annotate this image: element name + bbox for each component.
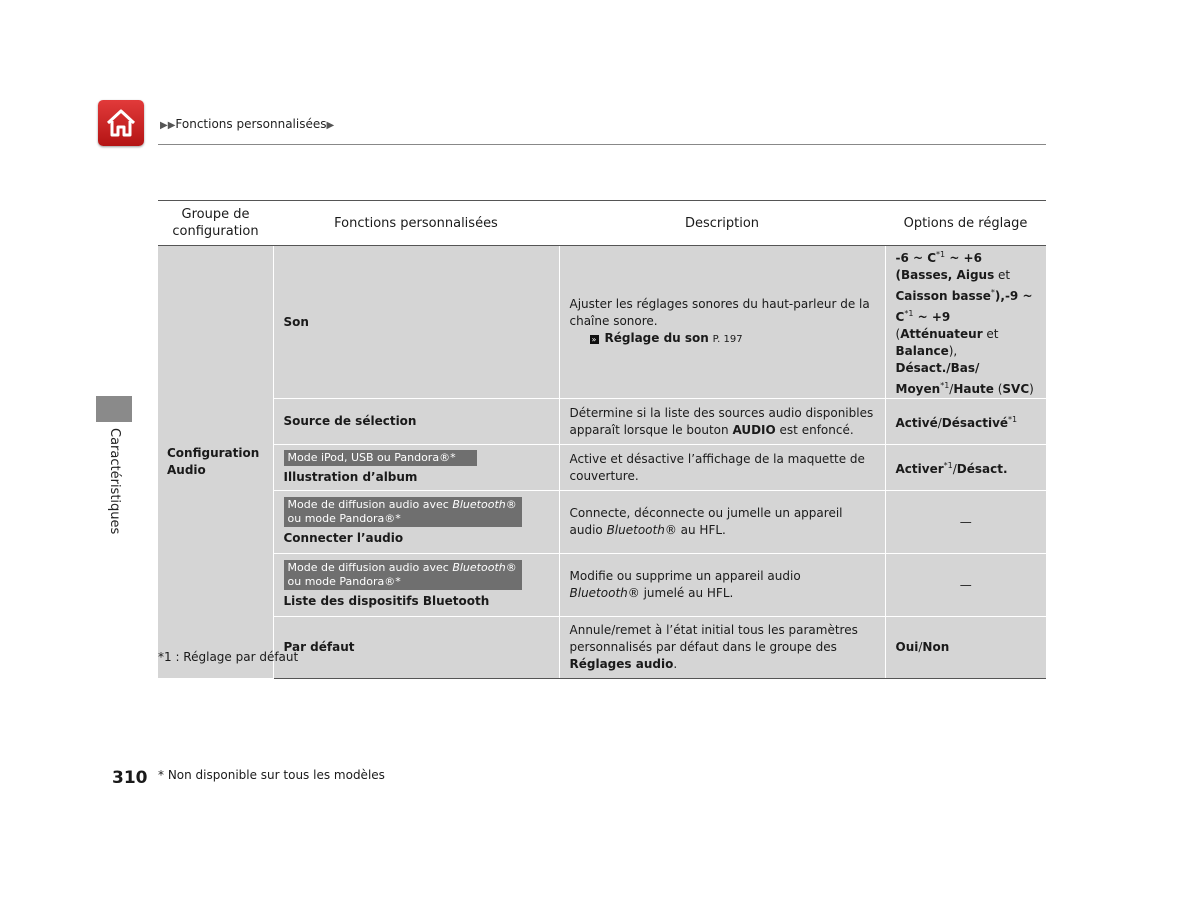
header-divider <box>158 144 1046 145</box>
table-row <box>158 399 1046 445</box>
cross-reference-link[interactable]: Réglage du son <box>604 331 709 345</box>
option-text: SVC <box>1002 382 1030 396</box>
side-section-label: Caractéristiques <box>107 428 122 535</box>
option-text: ~ +6 ( <box>895 251 982 282</box>
condition-text: ® ou mode Pandora®* <box>287 498 517 525</box>
header-description: Description <box>559 201 885 246</box>
description-italic: Bluetooth <box>569 586 628 600</box>
function-label: Illustration d’album <box>283 469 418 484</box>
cross-reference-page: P. 197 <box>712 334 743 345</box>
option-text: -6 ~ C <box>895 251 937 265</box>
option-text: Non <box>922 640 950 654</box>
option-text: Oui <box>895 640 919 654</box>
description-bold: AUDIO <box>732 422 776 437</box>
description-text: . <box>673 657 678 671</box>
footnote-mark: *1 <box>936 250 946 259</box>
description-text: Ajuster les réglages sonores du haut-parleur de la chaîne sonore. <box>569 297 870 328</box>
option-text: ( <box>993 382 1003 396</box>
option-text: / <box>949 382 954 396</box>
table-row <box>158 617 1046 679</box>
condition-italic: Bluetooth <box>452 561 506 574</box>
table-row <box>158 491 1046 554</box>
option-text: Basses <box>900 268 948 282</box>
option-text: Désact. <box>956 462 1008 476</box>
footnote-mark: *1 <box>940 381 950 390</box>
option-text: Activer <box>895 462 944 476</box>
breadcrumb-label: Fonctions personnalisées <box>175 117 327 131</box>
option-text: Atténuateur <box>900 327 983 341</box>
function-cell: Source de sélection <box>273 399 559 445</box>
condition-text: ® ou mode Pandora®* <box>287 561 517 588</box>
description-cell: Active et désactive l’affichage de la maquette de couverture. <box>559 445 885 491</box>
option-text: ) <box>1029 382 1034 396</box>
description-cell <box>559 554 885 617</box>
option-text: et <box>982 327 999 341</box>
option-text: Caisson basse <box>895 289 991 303</box>
function-cell <box>273 491 559 554</box>
description-cell <box>559 246 885 399</box>
footnote-mark: *1 <box>904 309 914 318</box>
option-text: ~ +9 <box>913 310 951 324</box>
footnote-mark: * <box>990 288 995 297</box>
home-icon <box>104 106 138 140</box>
option-text: Balance <box>895 344 949 358</box>
condition-badge <box>284 497 522 527</box>
option-text: Haute <box>953 382 994 396</box>
function-cell: Son <box>273 246 559 399</box>
breadcrumb-arrow-icon: ▶ <box>326 120 335 131</box>
side-tab-marker <box>96 396 132 422</box>
options-cell: Activé/Désactivé$^{*1}$ <box>885 399 1046 445</box>
description-text: Connecte, déconnecte ou jumelle un appareil audio <box>569 506 843 537</box>
option-text: , <box>947 268 957 282</box>
option-text: ), <box>994 289 1005 303</box>
condition-badge <box>284 560 522 590</box>
description-cell <box>559 491 885 554</box>
default-footnote: *1 : Réglage par défaut <box>158 650 299 664</box>
cross-reference-icon: » <box>590 335 599 344</box>
description-text: Annule/remet à l’état initial tous les paramètres personnalisés par défaut dans le groupe des <box>569 623 858 654</box>
function-cell: Par défaut <box>273 617 559 679</box>
function-label: Connecter l’audio <box>283 531 404 545</box>
description-text: Modifie ou supprime un appareil audio <box>569 569 801 583</box>
home-button[interactable] <box>98 100 144 146</box>
description-text: est enfoncé. <box>775 422 854 437</box>
option-text: Aigus <box>956 268 995 282</box>
description-cell <box>559 617 885 679</box>
table-row <box>158 445 1046 491</box>
page-number: 310 <box>112 768 148 788</box>
options-cell <box>885 246 1046 399</box>
breadcrumb[interactable] <box>160 117 334 131</box>
description-cell <box>559 399 885 445</box>
options-cell: — <box>885 491 1046 554</box>
table-header-row <box>158 201 1046 246</box>
group-cell: Configuration Audio <box>158 246 273 679</box>
condition-badge: Mode iPod, USB ou Pandora®* <box>284 450 477 466</box>
header-functions: Fonctions personnalisées <box>273 201 559 246</box>
footnote-mark: *1 <box>943 461 953 470</box>
option-text: ( <box>895 327 901 341</box>
description-italic: Bluetooth <box>606 523 665 537</box>
footnote-mark: *1 <box>1008 415 1018 424</box>
option-text: -9 ~ C <box>895 289 1033 324</box>
function-cell <box>273 445 559 491</box>
table-row <box>158 246 1046 399</box>
availability-note: * Non disponible sur tous les modèles <box>158 768 385 782</box>
condition-italic: Bluetooth <box>452 498 506 511</box>
options-cell: Oui/Non <box>885 617 1046 679</box>
description-text: Détermine si la liste des sources audio disponibles apparaît lorsque le bouton <box>569 405 874 437</box>
description-text: ® au HFL. <box>664 523 726 537</box>
table-row <box>158 554 1046 617</box>
option-text: Désactivé <box>941 416 1009 430</box>
options-cell: Activer$^{*1}$/Désact. <box>885 445 1046 491</box>
function-cell <box>273 554 559 617</box>
description-text: ® jumelé au HFL. <box>627 586 734 600</box>
breadcrumb-arrow-icon: ▶▶ <box>160 120 176 131</box>
header-group: Groupe de configuration <box>158 201 273 246</box>
option-text: Activé <box>895 416 938 430</box>
condition-text: Mode de diffusion audio avec <box>287 498 453 511</box>
option-text: et <box>994 268 1011 282</box>
option-text: ), <box>948 344 958 358</box>
settings-table <box>158 200 1046 679</box>
options-cell: — <box>885 554 1046 617</box>
description-bold: Réglages audio <box>569 657 674 671</box>
condition-text: Mode de diffusion audio avec <box>287 561 453 574</box>
function-label: Liste des dispositifs Bluetooth <box>283 594 490 608</box>
header-options: Options de réglage <box>885 201 1046 246</box>
option-text: Désact./Bas/ Moyen <box>895 361 980 396</box>
